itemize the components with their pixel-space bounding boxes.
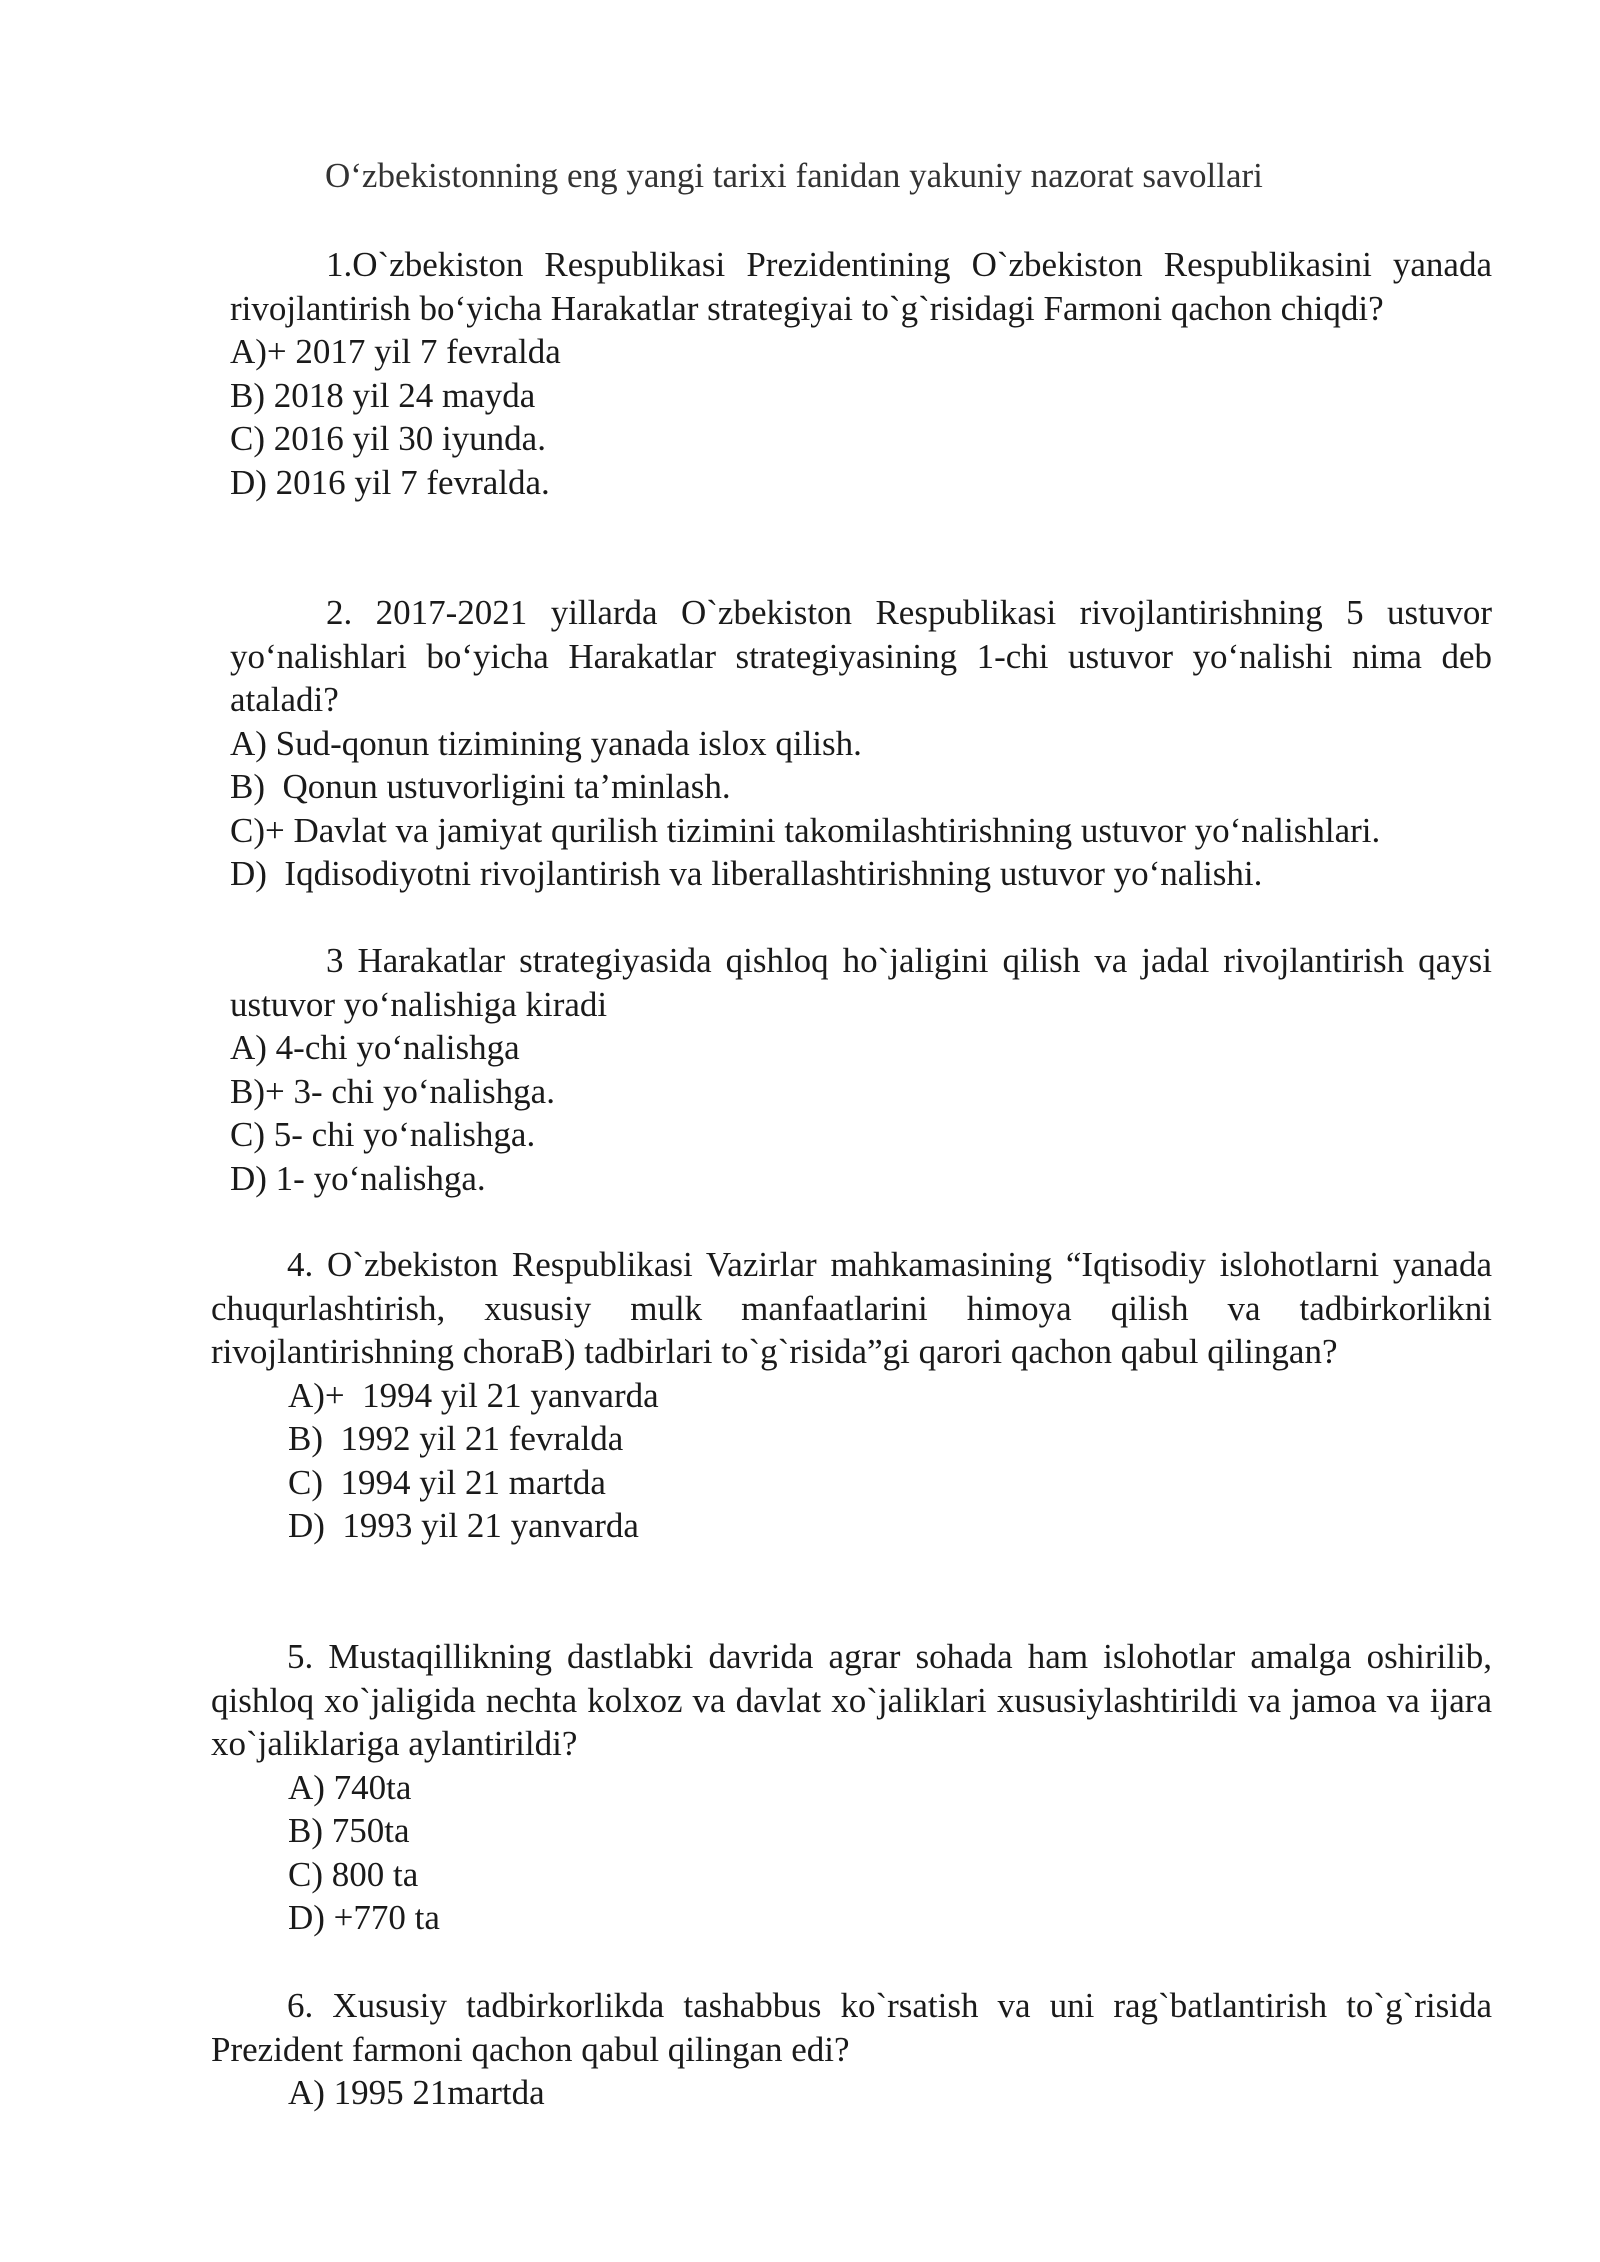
question-3 bbox=[230, 939, 1492, 1200]
answer-option-c: C) 2016 yil 30 iyunda. bbox=[230, 419, 546, 458]
answer-option-b: B)+ 3- chi yo‘nalishga. bbox=[230, 1071, 555, 1111]
answer-option-a: A)+ 2017 yil 7 fevralda bbox=[230, 332, 561, 371]
question-text: 1.O`zbekiston Respublikasi Prezidentining O`zbekiston Respublikasini yanada rivojlantirish bo‘yicha Harakatlar strategiyai to`g`risidagi Farmoni qachon chiqdi? bbox=[230, 245, 1492, 328]
question-text: 3 Harakatlar strategiyasida qishloq ho`jaligini qilish va jadal rivojlantirish qaysi ustuvor yo‘nalishiga kiradi bbox=[230, 941, 1492, 1024]
answer-options bbox=[211, 1766, 1492, 1940]
question-4 bbox=[211, 1243, 1492, 1548]
question-6 bbox=[211, 1984, 1492, 2115]
answer-options bbox=[211, 1374, 1492, 1548]
document-title: O‘zbekistonning eng yangi tarixi fanidan yakuniy nazorat savollari bbox=[325, 156, 1263, 195]
answer-option-a: A) 1995 21martda bbox=[288, 2073, 545, 2112]
question-1 bbox=[230, 243, 1492, 504]
answer-options bbox=[230, 722, 1492, 896]
answer-option-d: D) Iqdisodiyotni rivojlantirish va liberallashtirishning ustuvor yo‘nalishi. bbox=[230, 854, 1263, 893]
question-text: 6. Xususiy tadbirkorlikda tashabbus ko`rsatish va uni rag`batlantirish to`g`risida Prezident farmoni qachon qabul qilingan edi? bbox=[211, 1986, 1492, 2069]
answer-option-d: D) 2016 yil 7 fevralda. bbox=[230, 462, 550, 502]
answer-option-c: C) 800 ta bbox=[288, 1854, 419, 1894]
answer-option-a: A) 740ta bbox=[288, 1767, 412, 1807]
answer-option-a: A)+ 1994 yil 21 yanvarda bbox=[288, 1375, 659, 1415]
answer-option-a: A) 4-chi yo‘nalishga bbox=[230, 1028, 520, 1067]
answer-options bbox=[230, 330, 1492, 504]
answer-option-c: C) 1994 yil 21 martda bbox=[288, 1462, 606, 1502]
question-text: 5. Mustaqillikning dastlabki davrida agrar sohada ham islohotlar amalga oshirilib, qishloq xo`jaligida nechta kolxoz va davlat xo`jaliklari xususiylashtirildi va jamoa va ijara xo`jaliklariga aylantirildi? bbox=[211, 1637, 1492, 1763]
answer-option-b: B) 750ta bbox=[288, 1811, 410, 1850]
answer-option-a: A) Sud-qonun tizimining yanada islox qilish. bbox=[230, 723, 862, 763]
answer-option-b: B) Qonun ustuvorligini ta’minlash. bbox=[230, 767, 731, 806]
answer-option-d: D) 1993 yil 21 yanvarda bbox=[288, 1506, 639, 1545]
answer-option-c: C)+ Davlat va jamiyat qurilish tizimini takomilashtirishning ustuvor yo‘nalishlari. bbox=[230, 810, 1381, 850]
question-5 bbox=[211, 1635, 1492, 1940]
answer-option-d: D) 1- yo‘nalishga. bbox=[230, 1158, 486, 1198]
question-2 bbox=[230, 591, 1492, 896]
answer-option-b: B) 1992 yil 21 fevralda bbox=[288, 1419, 624, 1458]
answer-option-b: B) 2018 yil 24 mayda bbox=[230, 375, 536, 415]
answer-option-c: C) 5- chi yo‘nalishga. bbox=[230, 1115, 536, 1154]
answer-options bbox=[230, 1026, 1492, 1200]
question-text: 4. O`zbekiston Respublikasi Vazirlar mahkamasining “Iqtisodiy islohotlarni yanada chuqurlashtirish, xususiy mulk manfaatlarini himoya qilish va tadbirkorlikni rivojlantirishning choraB) tadbirlari to`g`risida”gi qarori qachon qabul qilingan? bbox=[211, 1245, 1492, 1371]
answer-option-d: D) +770 ta bbox=[288, 1898, 440, 1937]
question-text: 2. 2017-2021 yillarda O`zbekiston Respublikasi rivojlantirishning 5 ustuvor yo‘nalishlari bo‘yicha Harakatlar strategiyasining 1-chi ustuvor yo‘nalishi nima deb ataladi? bbox=[230, 593, 1492, 719]
answer-options bbox=[211, 2071, 1492, 2115]
